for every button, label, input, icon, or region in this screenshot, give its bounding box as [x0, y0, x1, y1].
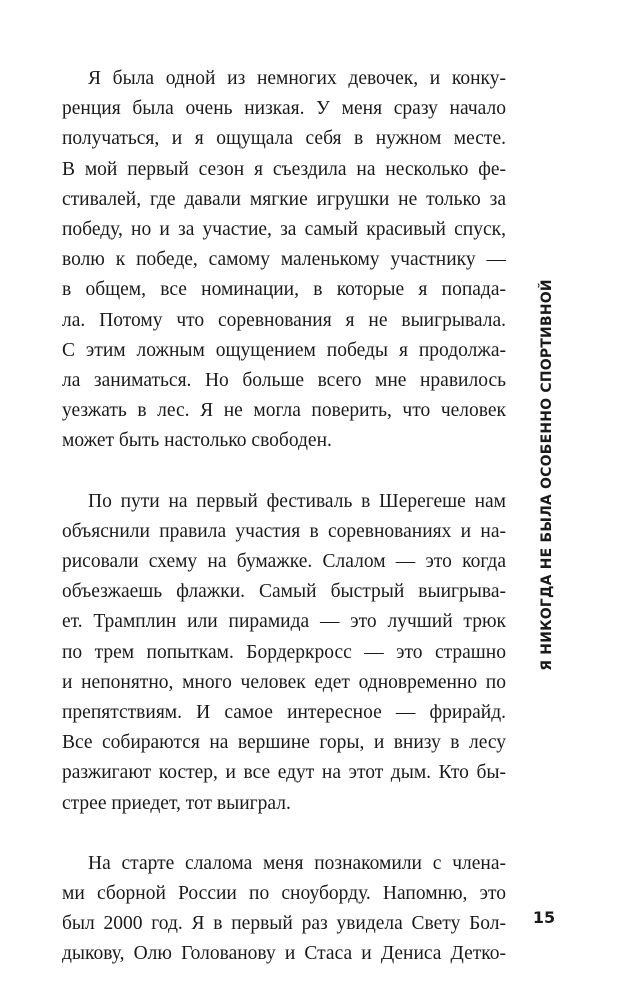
text-line: и непонятно, много человек едет одновременно по: [62, 671, 506, 693]
text-line: С этим ложным ощущением победы я продолжа-: [62, 339, 506, 361]
text-line: По пути на первый фестиваль в Шерегеше нам: [88, 490, 506, 512]
text-line: ренция была очень низкая. У меня сразу начало: [62, 98, 506, 120]
text-line: был 2000 год. Я в первый раз увидела Свету Бол-: [62, 913, 506, 935]
text-line: может быть настолько свободен.: [62, 430, 332, 452]
text-line: стрее приедет, тот выиграл.: [62, 792, 291, 814]
text-line: Я была одной из немногих девочек, и конку-: [88, 68, 506, 89]
paragraph-3: [62, 849, 506, 970]
paragraph-1: [62, 64, 506, 457]
text-line: получаться, и я ощущала себя в нужном месте.: [62, 128, 506, 150]
text-line: ла. Потому что соревнования я не выигрывала.: [62, 309, 506, 331]
text-line: объезжаешь флажки. Самый быстрый выигрыва-: [62, 581, 506, 603]
running-header-text: Я НИКОГДА НЕ БЫЛА ОСОБЕННО СПОРТИВНОЙ: [539, 279, 555, 671]
page-body: [62, 64, 506, 970]
text-line: стивалей, где давали мягкие игрушки не только за: [62, 188, 506, 210]
running-header: [540, 60, 554, 890]
text-line: ми сборной России по сноуборду. Напомню, это: [62, 883, 506, 905]
text-line: рисовали схему на бумажке. Слалом — это когда: [62, 551, 506, 573]
paragraph-2: [62, 487, 506, 819]
text-line: дыкову, Олю Голованову и Стаса и Дениса Детко-: [62, 943, 506, 965]
text-line: объяснили правила участия в соревнованиях и на-: [62, 520, 506, 542]
text-line: волю к победе, самому маленькому участнику —: [62, 249, 506, 271]
text-line: На старте слалома меня познакомили с члена-: [88, 852, 506, 874]
text-line: разжигают костер, и все едут на этот дым. Кто бы-: [62, 762, 506, 784]
text-line: Все собираются на вершине горы, и внизу в лесу: [62, 732, 506, 754]
text-line: В мой первый сезон я съездила на несколько фе-: [62, 158, 506, 180]
text-line: ла заниматься. Но больше всего мне нравилось: [62, 370, 506, 392]
text-line: уезжать в лес. Я не могла поверить, что человек: [62, 400, 506, 422]
page-number: 15: [532, 908, 556, 927]
text-line: препятствиям. И самое интересное — фрирайд.: [62, 702, 506, 724]
text-line: по трем попыткам. Бордеркросс — это страшно: [62, 641, 506, 663]
text-line: ет. Трамплин или пирамида — это лучший трюк: [62, 611, 506, 633]
text-line: победу, но и за участие, за самый красивый спуск,: [62, 219, 506, 241]
text-line: в общем, все номинации, в которые я попада-: [62, 279, 506, 301]
